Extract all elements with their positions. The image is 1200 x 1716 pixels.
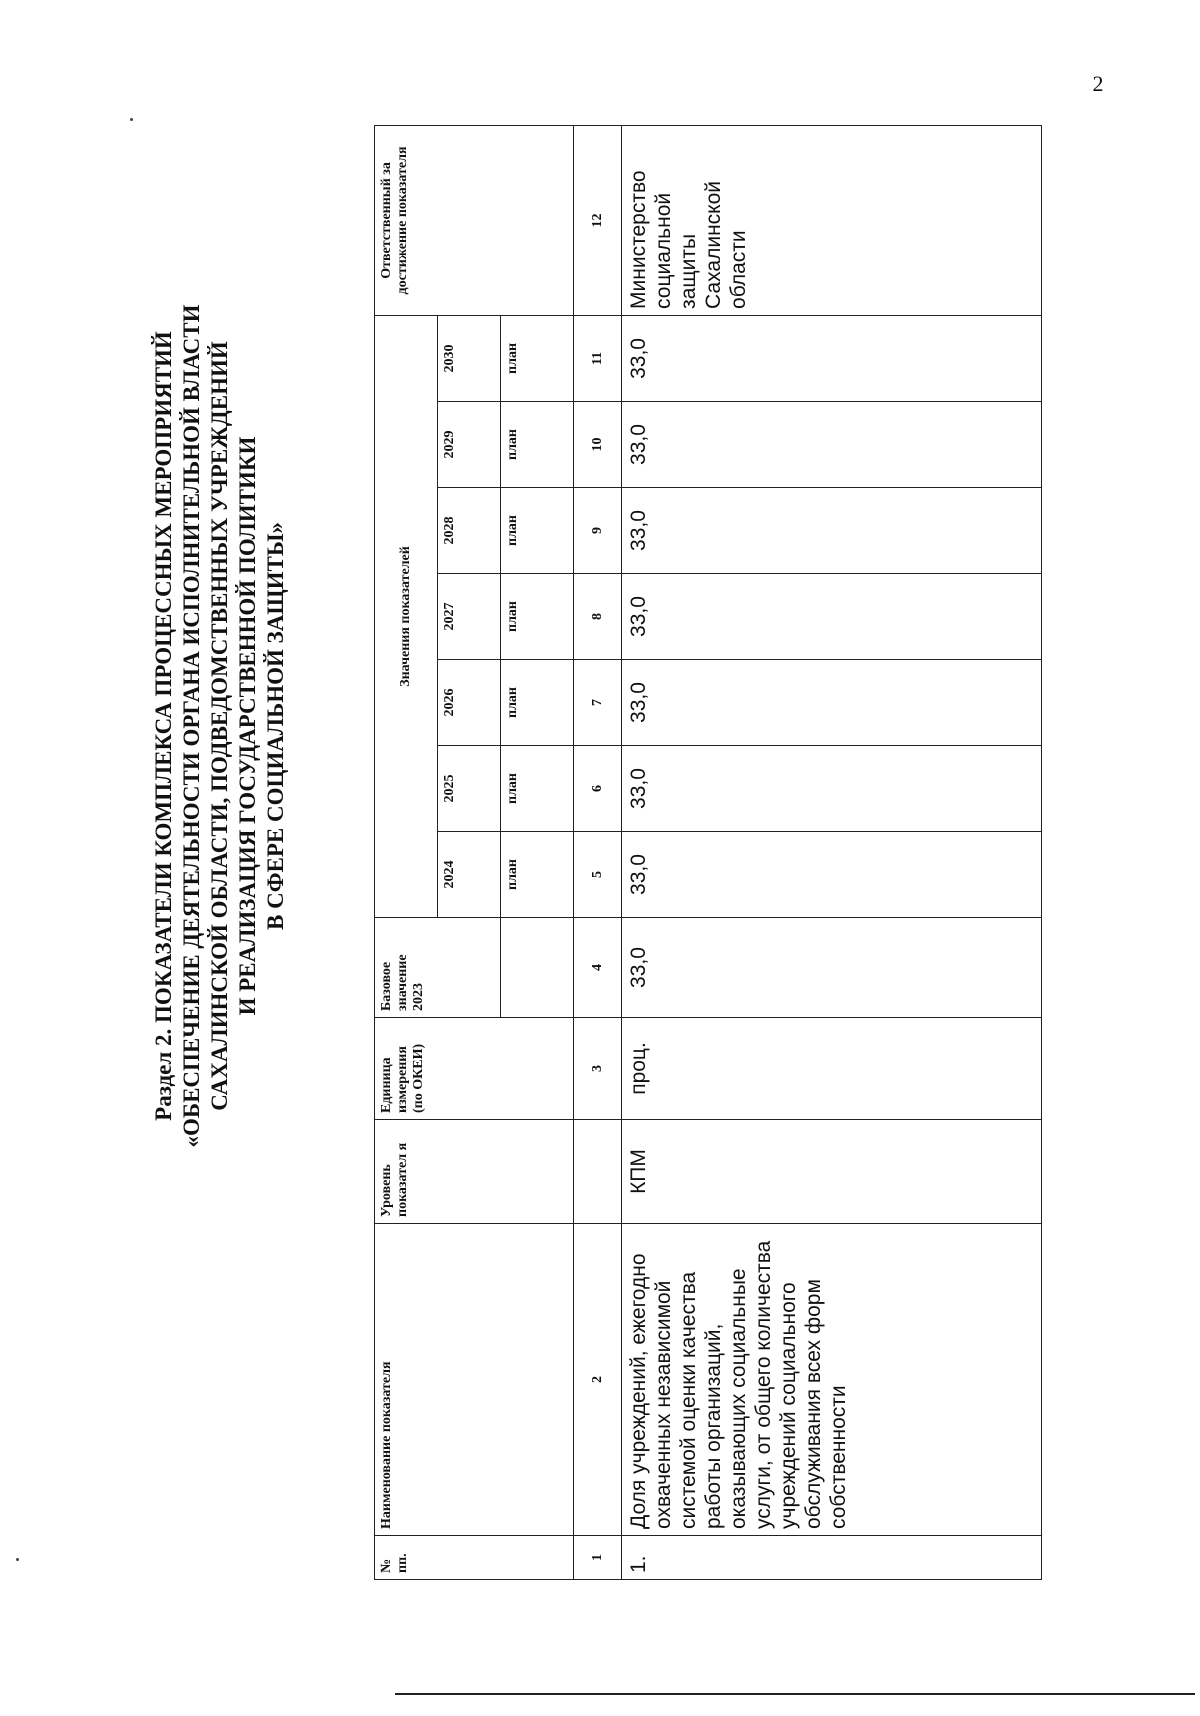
bottom-edge-line xyxy=(395,1693,1195,1695)
row-num: 1. xyxy=(622,1536,1042,1580)
header-year: 2028 xyxy=(437,488,500,574)
header-plan: план xyxy=(500,402,573,488)
header-num: № пп. xyxy=(375,1536,574,1580)
header-plan: план xyxy=(500,488,573,574)
header-year: 2029 xyxy=(437,402,500,488)
column-number-empty xyxy=(574,1120,622,1224)
header-plan: план xyxy=(500,746,573,832)
row-value: 33,0 xyxy=(622,832,1042,918)
table-row xyxy=(622,125,1042,1579)
row-value: 33,0 xyxy=(622,574,1042,660)
column-number: 9 xyxy=(574,488,622,574)
column-number: 2 xyxy=(574,1224,622,1536)
title-line: Раздел 2. ПОКАЗАТЕЛИ КОМПЛЕКСА ПРОЦЕССНЫХ МЕРОПРИЯТИЙ xyxy=(151,331,176,1121)
header-year: 2024 xyxy=(437,832,500,918)
scan-speck xyxy=(130,118,133,121)
section-title xyxy=(150,176,290,1276)
column-number: 12 xyxy=(574,125,622,315)
column-number: 6 xyxy=(574,746,622,832)
title-line: В СФЕРЕ СОЦИАЛЬНОЙ ЗАЩИТЫ» xyxy=(263,522,288,930)
header-responsible: Ответственный за достижение показателя xyxy=(375,125,574,315)
column-number: 10 xyxy=(574,402,622,488)
header-plan: план xyxy=(500,832,573,918)
row-responsible: Министерство социальной защиты Сахалинской области xyxy=(622,125,1042,315)
header-base: Базовое значение 2023 xyxy=(375,918,501,1018)
column-number: 7 xyxy=(574,660,622,746)
column-number: 3 xyxy=(574,1018,622,1120)
header-base-empty xyxy=(500,918,573,1018)
row-level: КПМ xyxy=(622,1120,1042,1224)
header-name: Наименование показателя xyxy=(375,1224,574,1536)
header-plan: план xyxy=(500,315,573,401)
indicators-table xyxy=(374,125,1042,1580)
title-line: САХАЛИНСКОЙ ОБЛАСТИ, ПОДВЕДОМСТВЕННЫХ УЧРЕЖДЕНИЙ xyxy=(207,341,232,1111)
title-line: «ОБЕСПЕЧЕНИЕ ДЕЯТЕЛЬНОСТИ ОРГАНА ИСПОЛНИТЕЛЬНОЙ ВЛАСТИ xyxy=(179,304,204,1148)
header-year: 2030 xyxy=(437,315,500,401)
header-year: 2025 xyxy=(437,746,500,832)
header-level: Уровень показател я xyxy=(375,1120,574,1224)
column-number: 11 xyxy=(574,315,622,401)
header-year: 2027 xyxy=(437,574,500,660)
row-value: 33,0 xyxy=(622,402,1042,488)
title-line: И РЕАЛИЗАЦИЯ ГОСУДАРСТВЕННОЙ ПОЛИТИКИ xyxy=(235,436,260,1016)
column-number: 4 xyxy=(574,918,622,1018)
column-number: 5 xyxy=(574,832,622,918)
header-unit: Единица измерения (по ОКЕИ) xyxy=(375,1018,574,1120)
column-number: 8 xyxy=(574,574,622,660)
row-base: 33,0 xyxy=(622,918,1042,1018)
row-value: 33,0 xyxy=(622,315,1042,401)
row-value: 33,0 xyxy=(622,660,1042,746)
header-plan: план xyxy=(500,660,573,746)
row-value: 33,0 xyxy=(622,488,1042,574)
page-number: 2 xyxy=(1092,71,1104,96)
header-values-group: Значения показателей xyxy=(375,315,438,917)
scan-speck xyxy=(16,1558,19,1561)
row-name: Доля учреждений, ежегодно охваченных независимой системой оценки качества работы организаций, оказывающих социальные услуги, от общего количества учреждений социального обслуживания всех форм собственности xyxy=(622,1224,1042,1536)
header-year: 2026 xyxy=(437,660,500,746)
row-value: 33,0 xyxy=(622,746,1042,832)
row-unit: проц. xyxy=(622,1018,1042,1120)
column-number: 1 xyxy=(574,1536,622,1580)
header-plan: план xyxy=(500,574,573,660)
